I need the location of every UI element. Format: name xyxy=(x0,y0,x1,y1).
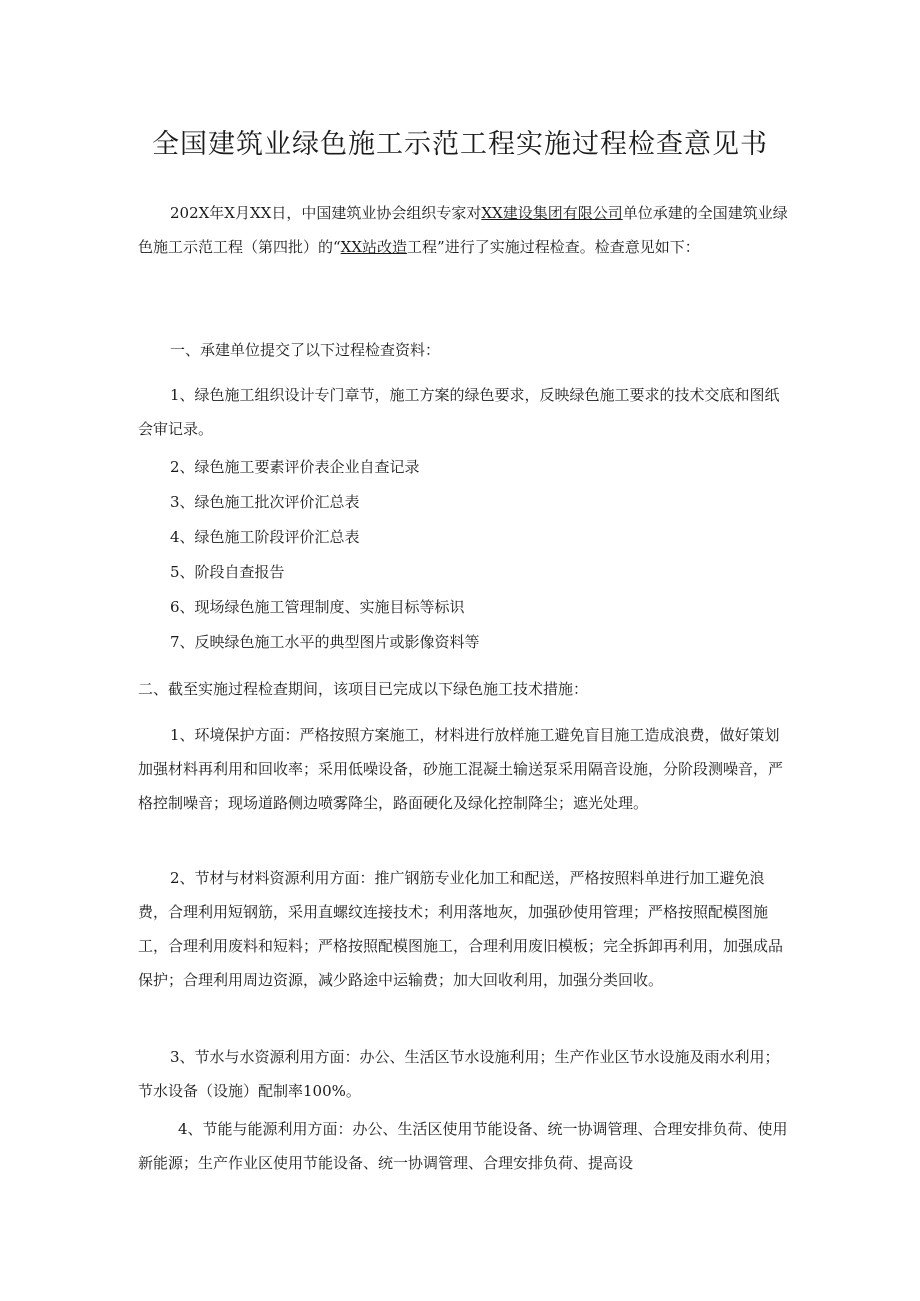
section1-item-7: 7、反映绿色施工水平的典型图片或影像资料等 xyxy=(170,633,480,651)
section1-item-2: 2、绿色施工要素评价表企业自查记录 xyxy=(170,458,420,476)
intro-text-2: 单位承建的全国建筑业绿色施工示范工程（第四批）的“ xyxy=(138,204,788,256)
intro-paragraph xyxy=(138,196,788,264)
section2-item-1: 1、环境保护方面：严格按照方案施工，材料进行放样施工避免盲目施工造成浪费，做好策划加强材料再利用和回收率；采用低噪设备，砂施工混凝土输送泵采用隔音设施，分阶段测噪音，严格控制噪音；现场道路侧边喷雾降尘，路面硬化及绿化控制降尘；遮光处理。 xyxy=(138,726,784,812)
section1-item-3: 3、绿色施工批次评价汇总表 xyxy=(170,493,360,511)
intro-text-3: 工程”进行了实施过程检查。检查意见如下： xyxy=(407,238,700,256)
section2-heading: 二、截至实施过程检查期间，该项目已完成以下绿色施工技术措施： xyxy=(138,680,589,698)
section1-item-6: 6、现场绿色施工管理制度、实施目标等标识 xyxy=(170,598,465,616)
section1-heading: 一、承建单位提交了以下过程检查资料： xyxy=(170,341,441,359)
section2-item-3: 3、节水与水资源利用方面：办公、生活区节水设施利用；生产作业区节水设施及雨水利用；节水设备（设施）配制率100%。 xyxy=(138,1048,780,1100)
intro-text-1: 202X年X月XX日，中国建筑业协会组织专家对 xyxy=(170,204,482,222)
section1-item-5: 5、阶段自查报告 xyxy=(170,563,285,581)
section2-item-4: 4、节能与能源利用方面：办公、生活区使用节能设备、统一协调管理、合理安排负荷、使用新能源；生产作业区使用节能设备、统一协调管理、合理安排负荷、提高设 xyxy=(138,1120,788,1172)
section1-item-1: 1、绿色施工组织设计专门章节，施工方案的绿色要求，反映绿色施工要求的技术交底和图纸会审记录。 xyxy=(138,386,780,438)
section1-item-4: 4、绿色施工阶段评价汇总表 xyxy=(170,528,360,546)
project-name: XX站改造 xyxy=(340,238,408,256)
section2-item-2: 2、节材与材料资源利用方面：推广钢筋专业化加工和配送，严格按照料单进行加工避免浪费，合理利用短钢筋，采用直螺纹连接技术；利用落地灰，加强砂使用管理；严格按照配模图施工，合理利用废料和短料；严格按照配模图施工，合理利用废旧模板；完全拆卸再利用，加强成品保护；合理利用周边资源，减少路途中运输费；加大回收利用，加强分类回收。 xyxy=(138,869,784,989)
company-name: XX建设集团有限公司 xyxy=(481,204,623,222)
document-title: 全国建筑业绿色施工示范工程实施过程检查意见书 xyxy=(152,129,768,160)
